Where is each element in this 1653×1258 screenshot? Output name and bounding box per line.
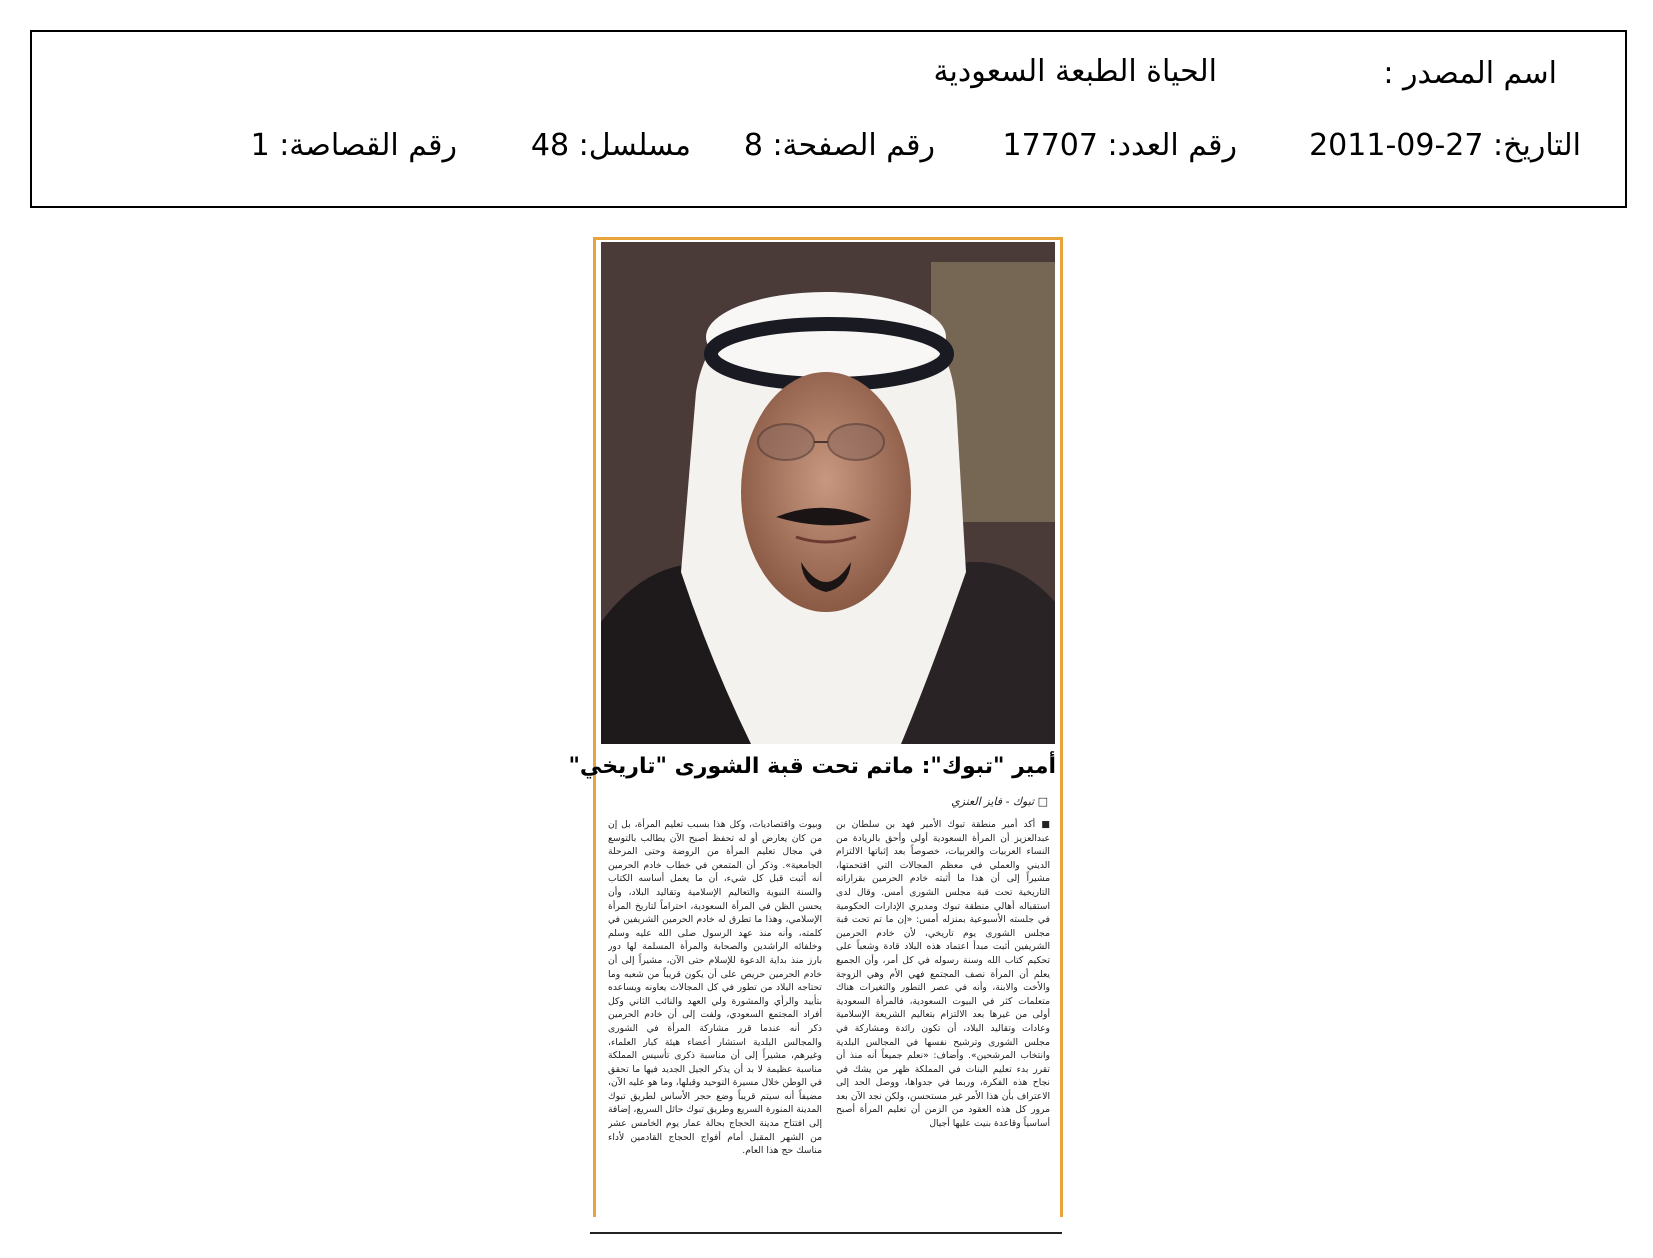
header-box [30,30,1627,208]
page-number: رقم الصفحة: 8 [743,128,935,163]
article-headline: أمير "تبوك": ماتم تحت قبة الشورى "تاريخي" [568,754,1056,779]
article-byline: □ تبوك - فايز العنزي [951,795,1048,808]
source-value: الحياة الطبعة السعودية [933,54,1217,89]
article-column-right: ■ أكد أمير منطقة تبوك الأمير فهد بن سلطان بن عبدالعزيز أن المرأة السعودية أولى وأحق بالريادة من النساء العربيات والغربيات، خصوصاً بعد إثباتها الالتزام الديني والعملي في معظم المجالات التي اقتحمتها، مشيراً إلى أن هذا ما أثبته خادم الحرمين بقراراته التاريخية تحت قبة مجلس الشورى أمس. وقال لدى استقباله أهالي منطقة تبوك ومديري الإدارات الحكومية في جلسته الأسبوعية بمنزله أمس: «إن ما تم تحت قبة مجلس الشورى يوم تاريخي، لأن خادم الحرمين الشريفين أثبت مبدأ اعتماد هذه البلاد قادة وشعباً على تحكيم كتاب الله وسنة رسوله في كل أمر، وأن الجميع يعلم أن المرأة نصف المجتمع فهي الأم وهي الزوجة والأخت والابنة، وأنه في عصر التطور والتغيرات هناك متعلمات كثر في البيوت السعودية، فالمرأة السعودية أولى من غيرها بعد الالتزام بتعاليم الشريعة الإسلامية وعادات وتقاليد البلاد، أن تكون رائدة ومشاركة في مجلس الشورى وترشيح نفسها في المجالس البلدية وانتخاب المرشحين». وأضاف: «نعلم جميعاً أنه منذ أن تقرر بدء تعليم البنات في المملكة ظهر من يشك في نجاح هذه الفكرة، وربما في جدواها، ووصل الحد إلى الاعتراف بأن هذا الأمر غير مستحسن، ولكن نجد الآن بعد مرور كل هذه العقود من الزمن أن تعليم المرأة أصبح أساسياً وقاعدة بنيت عليها أجيال [836,819,1050,1130]
article-column-left: وبيوت واقتصاديات، وكل هذا بسبب تعليم المرأة، بل إن من كان يعارض أو له تحفظ أصبح الآن يطالب بالتوسع في مجال تعليم المرأة من الروضة وحتى المرحلة الجامعية». وذكر أن المتمعن في خطاب خادم الحرمين أنه أثبت قبل كل شيء، أن ما يعمل أساسه الكتاب والسنة النبوية والتعاليم الإسلامية وتقاليد البلاد، وأن يحسن الظن في المرأة السعودية، احتراماً لتاريخ المرأة الإسلامي، وهذا ما تطرق له خادم الحرمين الشريفين في كلمته، وأنه منذ عهد الرسول صلى الله عليه وسلم وخلفائه الراشدين والصحابة والمرأة المسلمة لها دور بارز منذ بداية الدعوة للإسلام حتى الآن، مشيراً إلى أن خادم الحرمين حريص على أن يكون قريباً من شعبه وما تحتاجه البلاد من تطور في كل المجالات يعاونه ويساعده بتأييد والرأي والمشورة ولي العهد والنائب الثاني وكل أفراد المجتمع السعودي، ولفت إلى أن خادم الحرمين ذكر أنه عندما قرر مشاركة المرأة في الشورى والمجالس البلدية استشار أعضاء هيئة كبار العلماء، وغيرهم، مشيراً إلى أن مناسبة ذكرى تأسيس المملكة مناسبة عظيمة لا بد أن يذكر الجيل الجديد فيها ما تحقق في الوطن خلال مسيرة التوحيد وقبلها، وما هو عليه الآن، مضيفاً أنه سيتم قريباً وضع حجر الأساس لطريق تبوك المدينة المنورة السريع وطريق تبوك حائل السريع، إضافة إلى افتتاح مدينة الحجاج بحالة عمار يوم الخامس عشر من الشهر المقبل أمام أفواج الحجاج القادمين لأداء مناسك حج هذا العام. [608,819,822,1157]
date-field: التاريخ: 27-09-2011 [1309,128,1581,163]
source-label: اسم المصدر : [1383,56,1557,91]
bottom-rule [590,1232,1062,1234]
newspaper-clipping [568,237,1063,1217]
clipping-number: رقم القصاصة: 1 [250,128,457,163]
article-photo [601,242,1055,744]
issue-number: رقم العدد: 17707 [1002,128,1237,163]
serial-number: مسلسل: 48 [530,128,691,163]
